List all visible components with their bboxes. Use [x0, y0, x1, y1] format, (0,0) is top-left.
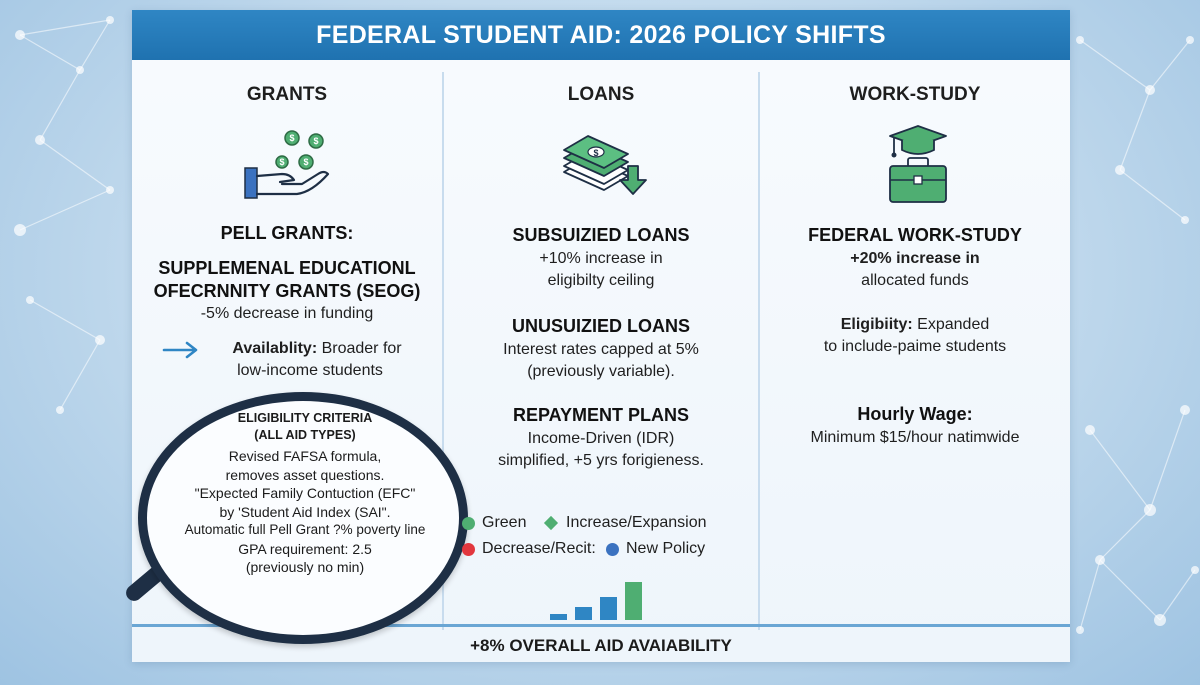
fws-line-1-text: +20% increase in — [850, 250, 980, 267]
criteria-line: Automatic full Pell Grant ?% poverty line — [184, 522, 426, 537]
blue-dot-icon — [606, 543, 619, 556]
subsidized-line-1: +10% increase in — [539, 250, 663, 267]
work-study-heading: WORK-STUDY — [849, 84, 981, 105]
availability-label: Availablity: — [232, 340, 318, 357]
mini-bar — [550, 614, 567, 620]
svg-text:$: $ — [303, 157, 309, 167]
eligibility-criteria-title-line-2: (ALL AID TYPES) — [254, 428, 356, 442]
legend-increase-label: Increase/Expansion — [566, 514, 707, 531]
page-title: FEDERAL STUDENT AID: 2026 POLICY SHIFTS — [132, 10, 1070, 60]
svg-text:$: $ — [279, 157, 285, 167]
criteria-line: GPA requirement: 2.5 — [238, 540, 372, 557]
subsidized-line-2: eligibilty ceiling — [547, 272, 655, 289]
federal-work-study-title: FEDERAL WORK-STUDY — [808, 225, 1022, 245]
hourly-wage-line: Minimum $15/hour natimwide — [810, 429, 1020, 446]
availability-line-1 — [192, 338, 442, 360]
eligibility-line-1 — [760, 314, 1070, 336]
legend-item-decrease — [462, 540, 596, 558]
legend-decrease-label: Decrease/Recit: — [482, 540, 596, 557]
grants-heading: GRANTS — [246, 84, 328, 105]
availability-text: Broader for — [317, 340, 402, 357]
mini-bar — [625, 582, 642, 620]
money-stack-down-arrow-icon — [558, 128, 654, 198]
legend-item-increase — [542, 514, 707, 532]
seog-change: -5% decrease in funding — [200, 305, 374, 322]
eligibility-criteria-title-line-1: ELIGIBILITY CRITERIA — [237, 411, 373, 425]
legend-item-green — [462, 514, 526, 532]
mini-bar — [575, 607, 592, 620]
fws-line-1 — [760, 248, 1070, 270]
legend-green-label: Green — [482, 514, 527, 531]
fws-line-2: allocated funds — [861, 272, 969, 289]
repayment-plans-title: REPAYMENT PLANS — [512, 405, 690, 425]
eligibility-text: Expanded — [912, 316, 990, 333]
svg-text:$: $ — [289, 133, 295, 143]
loans-heading: LOANS — [567, 84, 635, 105]
svg-text:$: $ — [593, 148, 599, 158]
repayment-line-1: Income-Driven (IDR) — [527, 430, 675, 447]
legend-item-new-policy — [606, 540, 705, 558]
availability-line-2: low-income students — [237, 362, 383, 379]
legend-new-policy-label: New Policy — [626, 540, 706, 557]
criteria-line: (previously no min) — [245, 559, 365, 575]
hourly-wage-title: Hourly Wage: — [857, 404, 973, 424]
seog-title-line-1: SUPPLEMENAL EDUCATIONL — [158, 258, 416, 278]
unsubsidized-line-1: Interest rates capped at 5% — [503, 341, 699, 358]
criteria-line: "Expected Family Contuction (EFC" — [194, 485, 416, 501]
green-dot-icon — [462, 517, 475, 530]
red-dot-icon — [462, 543, 475, 556]
work-study-column — [760, 72, 1070, 630]
mini-bar — [600, 597, 617, 620]
eligibility-criteria — [160, 410, 450, 577]
unsubsidized-line-2: (previously variable). — [527, 363, 675, 380]
mini-bar-chart-icon — [550, 578, 650, 620]
subsidized-loans-title: SUBSUIZIED LOANS — [512, 225, 690, 245]
criteria-line: by 'Student Aid Index (SAI". — [219, 503, 391, 520]
unsubsidized-loans-title: UNUSUIZIED LOANS — [511, 316, 690, 336]
repayment-line-2: simplified, +5 yrs forigieness. — [498, 452, 704, 469]
eligibility-label: Eligibiity: — [840, 316, 913, 333]
hand-with-coins-icon — [242, 126, 334, 202]
graduation-cap-briefcase-icon — [884, 124, 950, 206]
svg-text:$: $ — [313, 136, 319, 146]
pell-grants-title: PELL GRANTS: — [220, 223, 354, 243]
green-diamond-icon — [544, 516, 558, 530]
seog-title-line-2: OFECRNNITY GRANTS (SEOG) — [153, 281, 421, 301]
criteria-line: removes asset questions. — [225, 466, 385, 483]
eligibility-line-2: to include-paime students — [823, 338, 1007, 355]
overall-aid-availability: +8% OVERALL AID AVAIABILITY — [470, 636, 732, 655]
criteria-line: Revised FAFSA formula, — [228, 448, 382, 464]
